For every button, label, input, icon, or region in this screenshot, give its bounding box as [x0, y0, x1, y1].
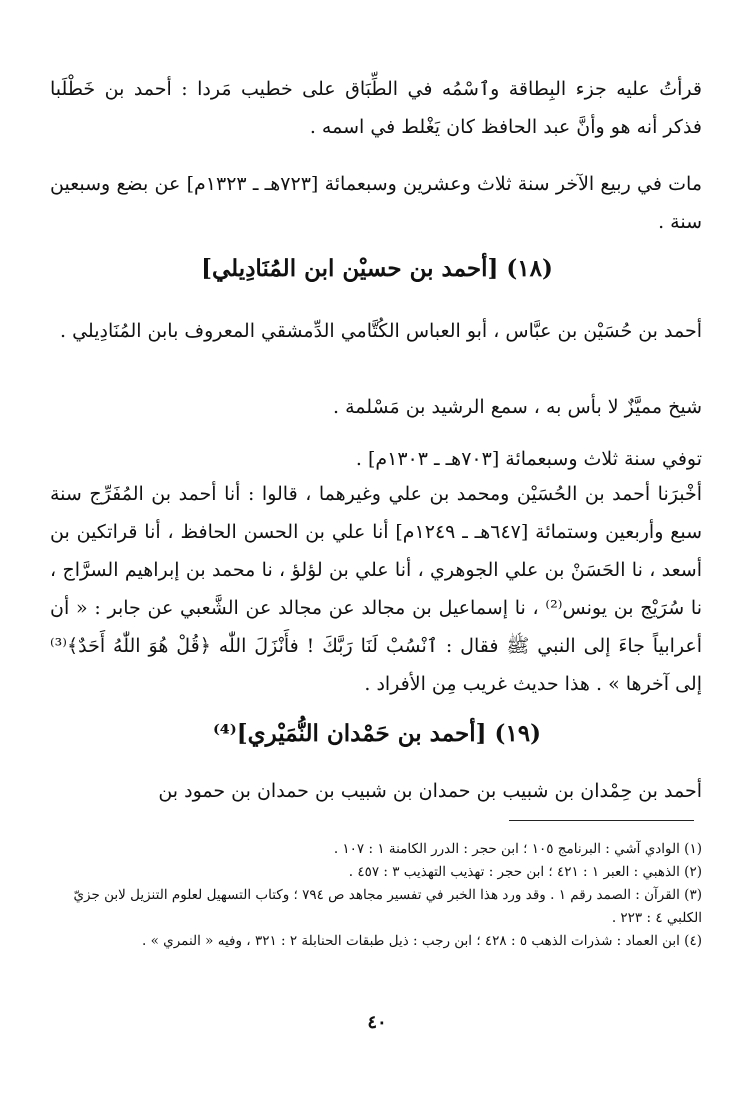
footnotes-list [42, 838, 702, 953]
footnote: (٣) القرآن : الصمد رقم ١ . وقد ورد هذا الخبر في تفسير مجاهد ص ٧٩٤ ؛ وكتاب التسهيل لعلوم التنزيل لابن جزيّ الكلبي ٤ : ٢٢٣ . [73, 887, 702, 926]
body-paragraph: أخْبرَنا أحمد بن الحُسَيْن ومحمد بن علي وغيرهما ، قالوا : أنا أحمد بن المُفَرِّج سنة سبع وأربعين وستمائة [٦٤٧هـ ـ ١٢٤٩م] أنا علي بن الحسن الحافظ ، أنا قراتكين بن أسعد ، نا الحَسَنْ بن علي الجوهري ، أنا علي بن لؤلؤ ، نا محمد بن إبراهيم السرَّاج ، نا سُرَيْج بن يونس⁽²⁾ ، نا إسماعيل بن مجالد عن مجالد عن الشَّعبي عن جابر : « أن أعرابياً جاءَ إلى النبي ﷺ فقال : ٱنْسُبْ لَنَا رَبَّكَ ! فأَنْزَلَ اللّٰه ﴿قُلْ هُوَ اللّٰهُ أَحَدٌ﴾⁽³⁾ إلى آخرها » . هذا حديث غريب مِن الأفراد . [50, 483, 702, 695]
body-paragraph: قرأتُ عليه جزء البِطاقة وٱسْمُه في الطِّبَاق على خطيب مَردا : أحمد بن خَطْلَبا فذكر أنه هو وأنَّ عبد الحافظ كان يَغْلط في اسمه . [50, 78, 702, 138]
body-paragraph: مات في ربيع الآخر سنة ثلاث وعشرين وسبعمائة [٧٢٣هـ ـ ١٣٢٣م] عن بضع وسبعين سنة . [50, 173, 703, 233]
footnote: (١) الوادي آشي : البرنامج ١٠٥ ؛ ابن حجر : الدرر الكامنة ١ : ١٠٧ . [333, 841, 702, 857]
entry-heading: (١٨) [أحمد بن حسيْن ابن المُنَادِيلي] [201, 255, 553, 282]
page-number: ٤٠ [367, 1012, 387, 1033]
body-paragraph: أحمد بن حِمْدان بن شبيب بن حمدان بن شبيب بن حمدان بن حمود بن [158, 780, 702, 802]
footnote: (٢) الذهبي : العبر ١ : ٤٢١ ؛ ابن حجر : تهذيب التهذيب ٣ : ٤٥٧ . [348, 864, 702, 880]
body-paragraph: توفي سنة ثلاث وسبعمائة [٧٠٣هـ ـ ١٣٠٣م] . [355, 448, 702, 470]
body-paragraph: أحمد بن حُسَيْن بن عبَّاس ، أبو العباس الكُتَّامي الدِّمشقي المعروف بابن المُنَادِيلي . [59, 320, 702, 342]
entry-heading: (١٩) [أحمد بن حَمْدان النُّمَيْري]⁽⁴⁾ [212, 720, 542, 747]
body-paragraph: شيخ مميَّزٌ لا بأس به ، سمع الرشيد بن مَسْلمة . [333, 396, 702, 418]
footnote-divider [509, 820, 694, 821]
footnote: (٤) ابن العماد : شذرات الذهب ٥ : ٤٢٨ ؛ ابن رجب : ذيل طبقات الحنابلة ٢ : ٣٢١ ، وفيه « النمري » . [142, 933, 702, 949]
